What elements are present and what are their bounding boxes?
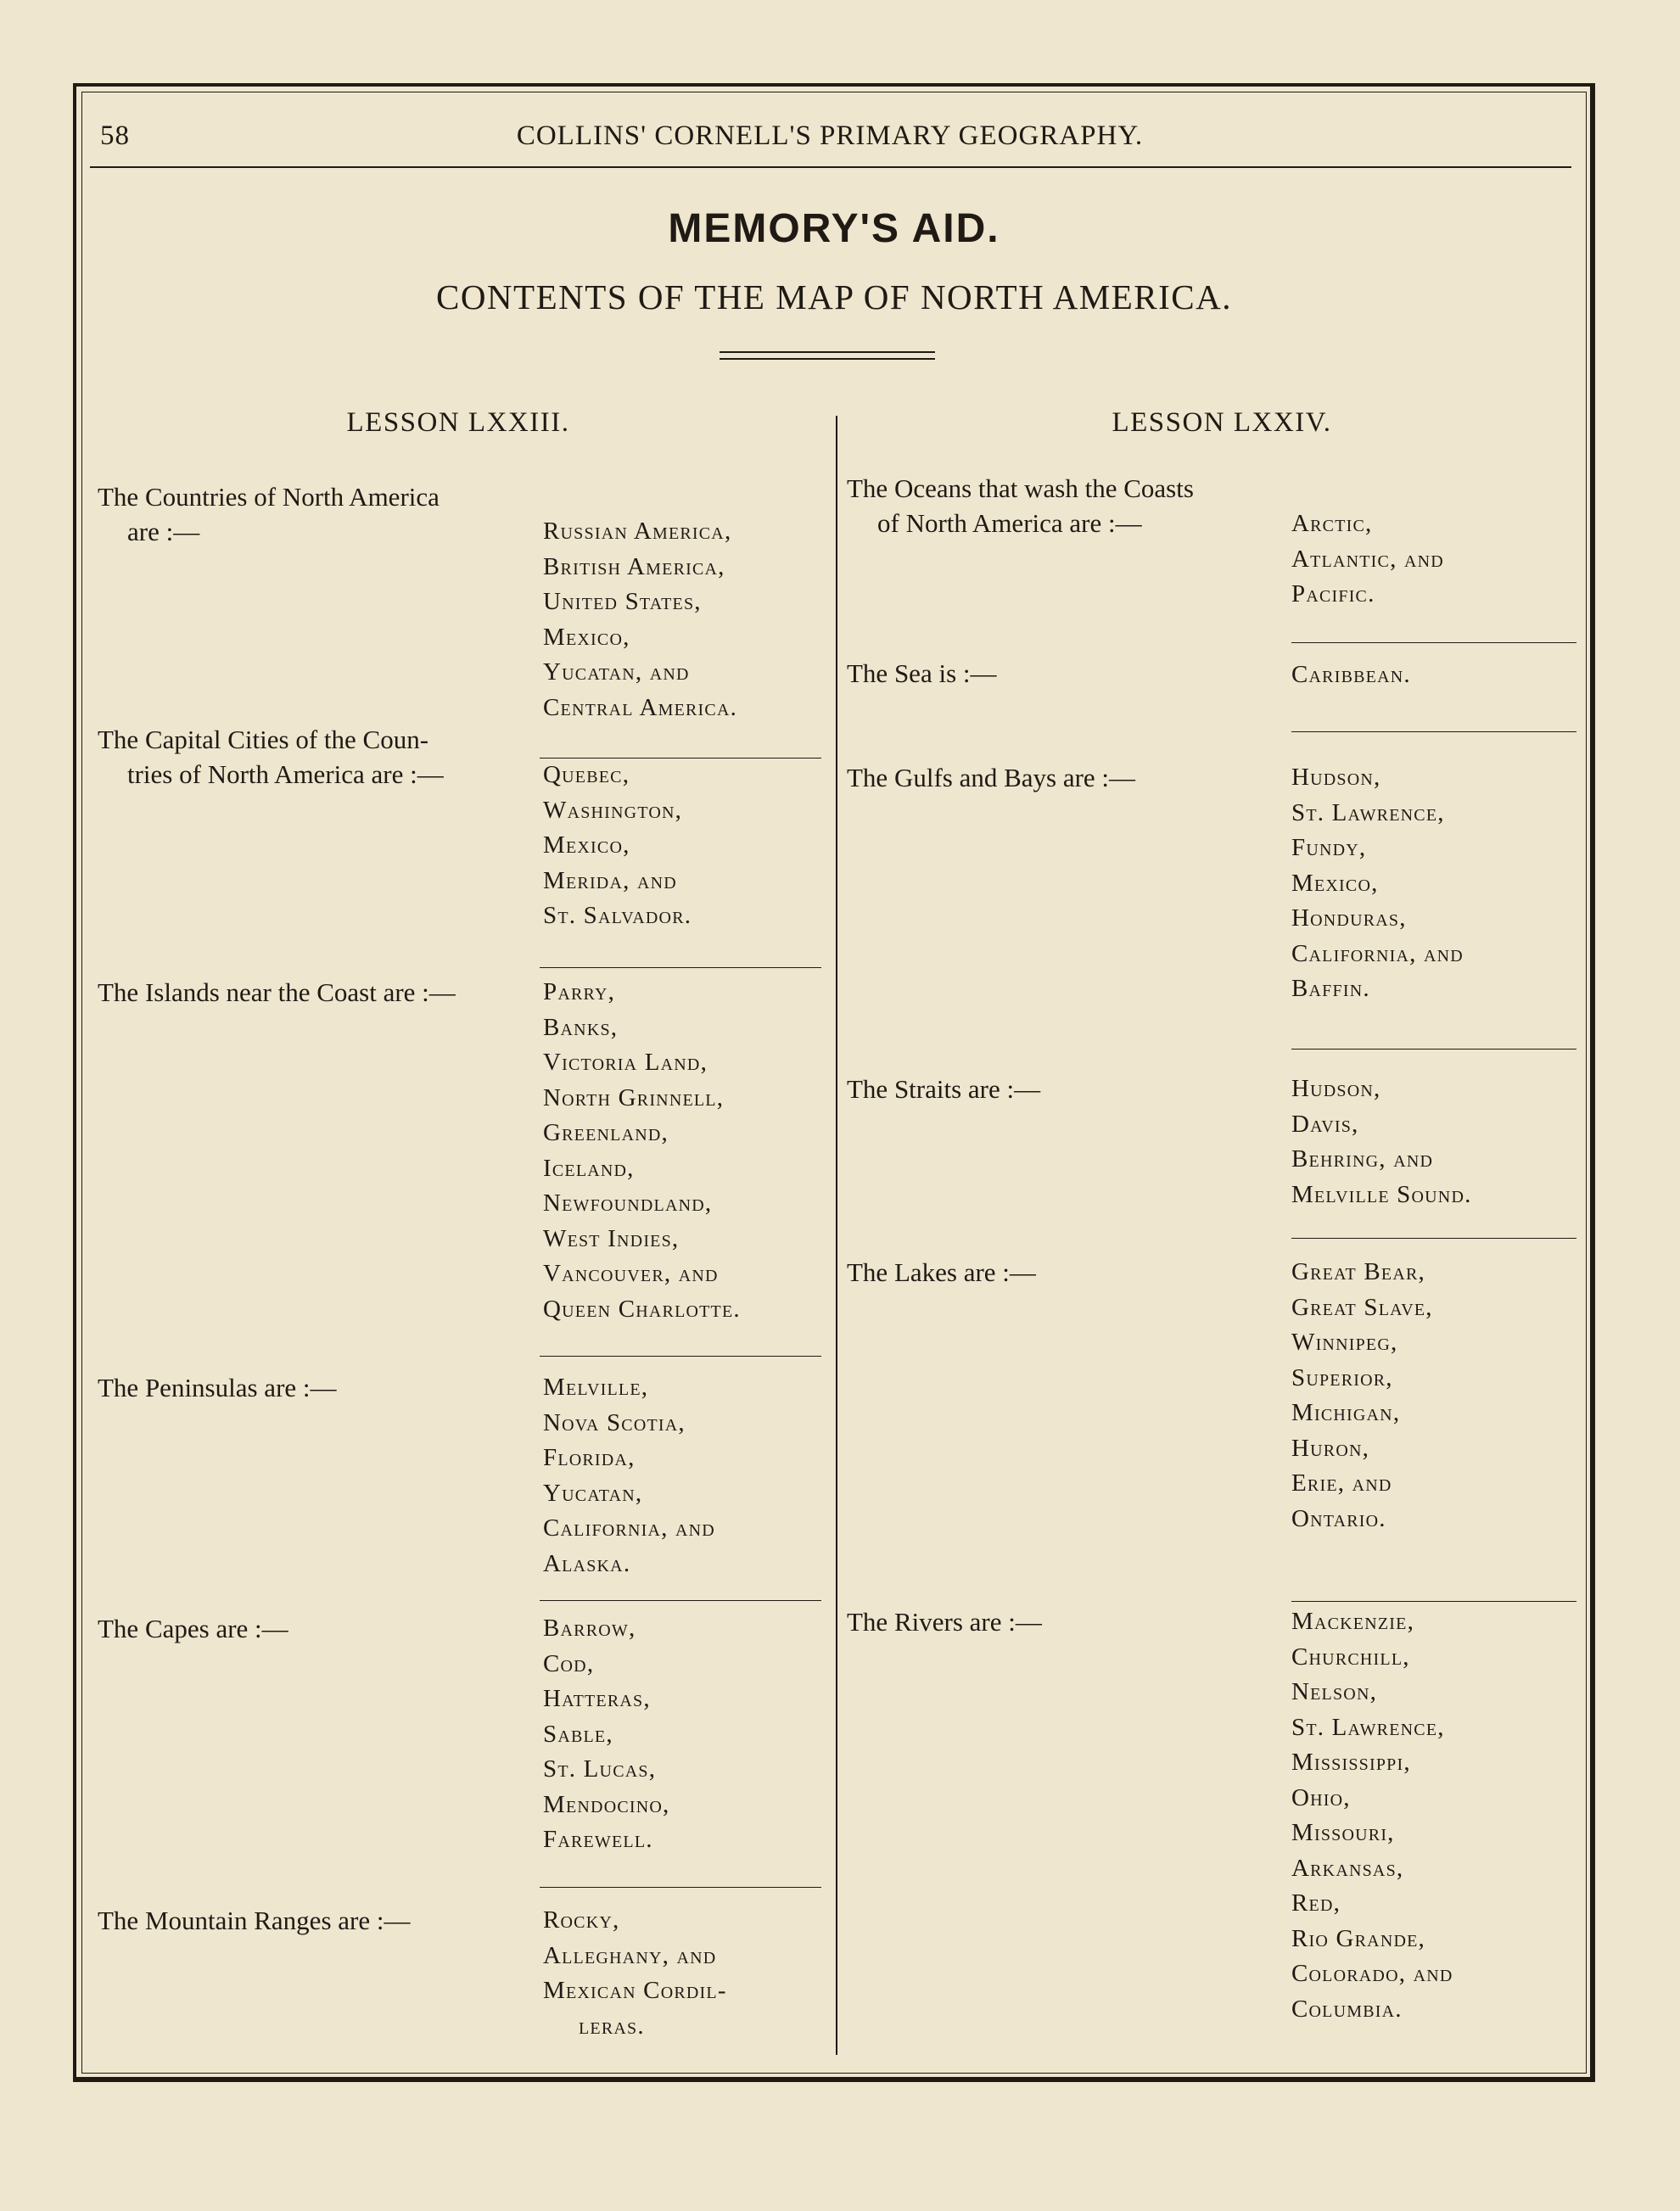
left-section-item: Mexico,	[543, 831, 630, 859]
right-section-rule	[1291, 1601, 1576, 1602]
left-section-items	[543, 514, 737, 725]
left-section-items	[543, 975, 741, 1327]
left-section-rule	[540, 1887, 821, 1888]
left-section-item: Queen Charlotte.	[543, 1295, 741, 1323]
right-section-item: Colorado, and	[1291, 1960, 1453, 1987]
right-section-item: California, and	[1291, 939, 1464, 967]
left-section-item: Mexico,	[543, 623, 630, 651]
left-section-item: Russian America,	[543, 518, 732, 545]
right-section-item: Hudson,	[1291, 764, 1381, 791]
left-section-items	[543, 1611, 669, 1858]
left-section-item: Vancouver, and	[543, 1260, 719, 1287]
left-section-item: Victoria Land,	[543, 1049, 708, 1076]
right-section-item: Baffin.	[1291, 975, 1370, 1002]
left-section-item: Rocky,	[543, 1906, 620, 1934]
left-section-label: The Islands near the Coast are :—	[98, 977, 456, 1007]
left-section-label: The Mountain Ranges are :—	[98, 1906, 411, 1935]
right-section-item: Red,	[1291, 1889, 1341, 1917]
right-section-item: Honduras,	[1291, 904, 1407, 932]
left-section-label: tries of North America are :—	[127, 759, 444, 789]
right-section-item: Huron,	[1291, 1434, 1370, 1462]
lesson-heading-right: LESSON LXXIV.	[1112, 407, 1332, 438]
left-section-item: Iceland,	[543, 1154, 635, 1182]
header-rule	[90, 166, 1571, 168]
left-section-item: North Grinnell,	[543, 1083, 725, 1111]
right-section-label: The Straits are :—	[847, 1074, 1041, 1104]
right-section-item: Arctic,	[1291, 510, 1373, 537]
left-section-item: Quebec,	[543, 761, 630, 788]
right-section-item: Melville Sound.	[1291, 1180, 1472, 1208]
left-section-item: Central America.	[543, 693, 738, 721]
left-section-item: Melville,	[543, 1374, 649, 1401]
left-section-item: Greenland,	[543, 1119, 669, 1146]
right-section-items	[1291, 658, 1411, 693]
right-section-label: The Lakes are :—	[847, 1257, 1036, 1287]
left-section-label: The Capes are :—	[98, 1614, 288, 1643]
right-section-items	[1291, 760, 1464, 1007]
left-section-item: Barrow,	[543, 1615, 636, 1642]
right-section-item: Atlantic, and	[1291, 545, 1444, 573]
right-section-item: Ohio,	[1291, 1783, 1351, 1811]
right-section-label: The Gulfs and Bays are :—	[847, 763, 1136, 792]
left-section-label: are :—	[127, 517, 200, 546]
right-section-item: Davis,	[1291, 1110, 1359, 1138]
right-section-items	[1291, 507, 1444, 613]
left-section-item: Farewell.	[543, 1826, 653, 1853]
right-section-item: St. Lawrence,	[1291, 798, 1445, 826]
right-section-items	[1291, 1255, 1433, 1537]
right-section-label: The Oceans that wash the Coasts	[847, 473, 1194, 503]
left-section-item: California, and	[543, 1514, 715, 1542]
right-section-item: Michigan,	[1291, 1399, 1401, 1426]
right-section-item: Missouri,	[1291, 1819, 1395, 1846]
left-section-item: leras.	[579, 2012, 645, 2040]
left-section-item: Mexican Cordil-	[543, 1977, 727, 2004]
left-section-item: Mendocino,	[543, 1790, 670, 1818]
right-section-items	[1291, 1604, 1453, 2027]
right-section-item: Erie, and	[1291, 1469, 1392, 1497]
right-section-rule	[1291, 731, 1576, 732]
column-divider	[836, 416, 837, 2055]
right-section-item: Winnipeg,	[1291, 1329, 1398, 1356]
left-section-item: British America,	[543, 552, 725, 580]
left-section-rule	[540, 1600, 821, 1601]
right-section-item: Churchill,	[1291, 1643, 1410, 1671]
right-section-item: Great Bear,	[1291, 1258, 1425, 1285]
left-section-items	[543, 758, 692, 934]
right-section-label: of North America are :—	[877, 508, 1142, 538]
lesson-heading-left: LESSON LXXIII.	[346, 407, 570, 438]
right-section-item: Great Slave,	[1291, 1293, 1433, 1321]
left-section-item: Alleghany, and	[543, 1941, 717, 1969]
right-section-item: Ontario.	[1291, 1504, 1386, 1532]
right-section-rule	[1291, 1049, 1576, 1050]
right-section-label: The Rivers are :—	[847, 1607, 1042, 1637]
left-section-item: Newfoundland,	[543, 1189, 713, 1217]
left-section-rule	[540, 1356, 821, 1357]
left-section-item: Hatteras,	[543, 1685, 651, 1712]
right-section-item: Caribbean.	[1291, 661, 1411, 688]
left-section-item: Nova Scotia,	[543, 1408, 686, 1436]
right-section-rule	[1291, 642, 1576, 643]
right-section-items	[1291, 1072, 1472, 1212]
right-section-item: Hudson,	[1291, 1075, 1381, 1102]
running-title: COLLINS' CORNELL'S PRIMARY GEOGRAPHY.	[516, 120, 1144, 151]
left-section-item: Cod,	[543, 1649, 595, 1677]
left-section-item: Florida,	[543, 1444, 636, 1471]
right-section-item: Mexico,	[1291, 869, 1379, 897]
left-section-item: Yucatan,	[543, 1479, 643, 1507]
left-section-label: The Peninsulas are :—	[98, 1373, 337, 1402]
right-section-item: Columbia.	[1291, 1995, 1403, 2023]
left-section-item: Washington,	[543, 796, 683, 824]
left-section-label: The Capital Cities of the Coun-	[98, 725, 429, 754]
right-section-label: The Sea is :—	[847, 658, 997, 688]
left-section-item: West Indies,	[543, 1224, 680, 1252]
page-number: 58	[100, 120, 130, 151]
right-section-item: Fundy,	[1291, 834, 1367, 861]
right-section-item: Mississippi,	[1291, 1749, 1411, 1776]
left-section-item: St. Lucas,	[543, 1755, 657, 1783]
right-section-item: Rio Grande,	[1291, 1924, 1425, 1952]
right-section-item: St. Lawrence,	[1291, 1713, 1445, 1741]
right-section-item: Pacific.	[1291, 580, 1375, 607]
left-section-item: Banks,	[543, 1013, 619, 1041]
right-section-item: Nelson,	[1291, 1678, 1378, 1705]
title-double-rule	[720, 351, 935, 360]
left-section-rule	[540, 967, 821, 968]
left-section-item: St. Salvador.	[543, 902, 692, 929]
right-section-rule	[1291, 1238, 1576, 1239]
left-section-item: Merida, and	[543, 866, 677, 894]
right-section-item: Arkansas,	[1291, 1854, 1404, 1882]
left-section-item: Sable,	[543, 1720, 613, 1748]
page-subtitle: CONTENTS OF THE MAP OF NORTH AMERICA.	[435, 277, 1233, 316]
right-section-item: Mackenzie,	[1291, 1608, 1415, 1635]
left-section-item: Alaska.	[543, 1549, 631, 1577]
left-section-label: The Countries of North America	[98, 482, 440, 512]
right-section-item: Behring, and	[1291, 1145, 1434, 1173]
right-section-item: Superior,	[1291, 1363, 1393, 1391]
left-section-items	[543, 1903, 727, 2044]
left-section-item: United States,	[543, 588, 702, 615]
left-section-item: Yucatan, and	[543, 658, 690, 686]
page-title: MEMORY'S AID.	[668, 206, 1000, 251]
left-section-items	[543, 1370, 715, 1581]
left-section-item: Parry,	[543, 978, 616, 1005]
